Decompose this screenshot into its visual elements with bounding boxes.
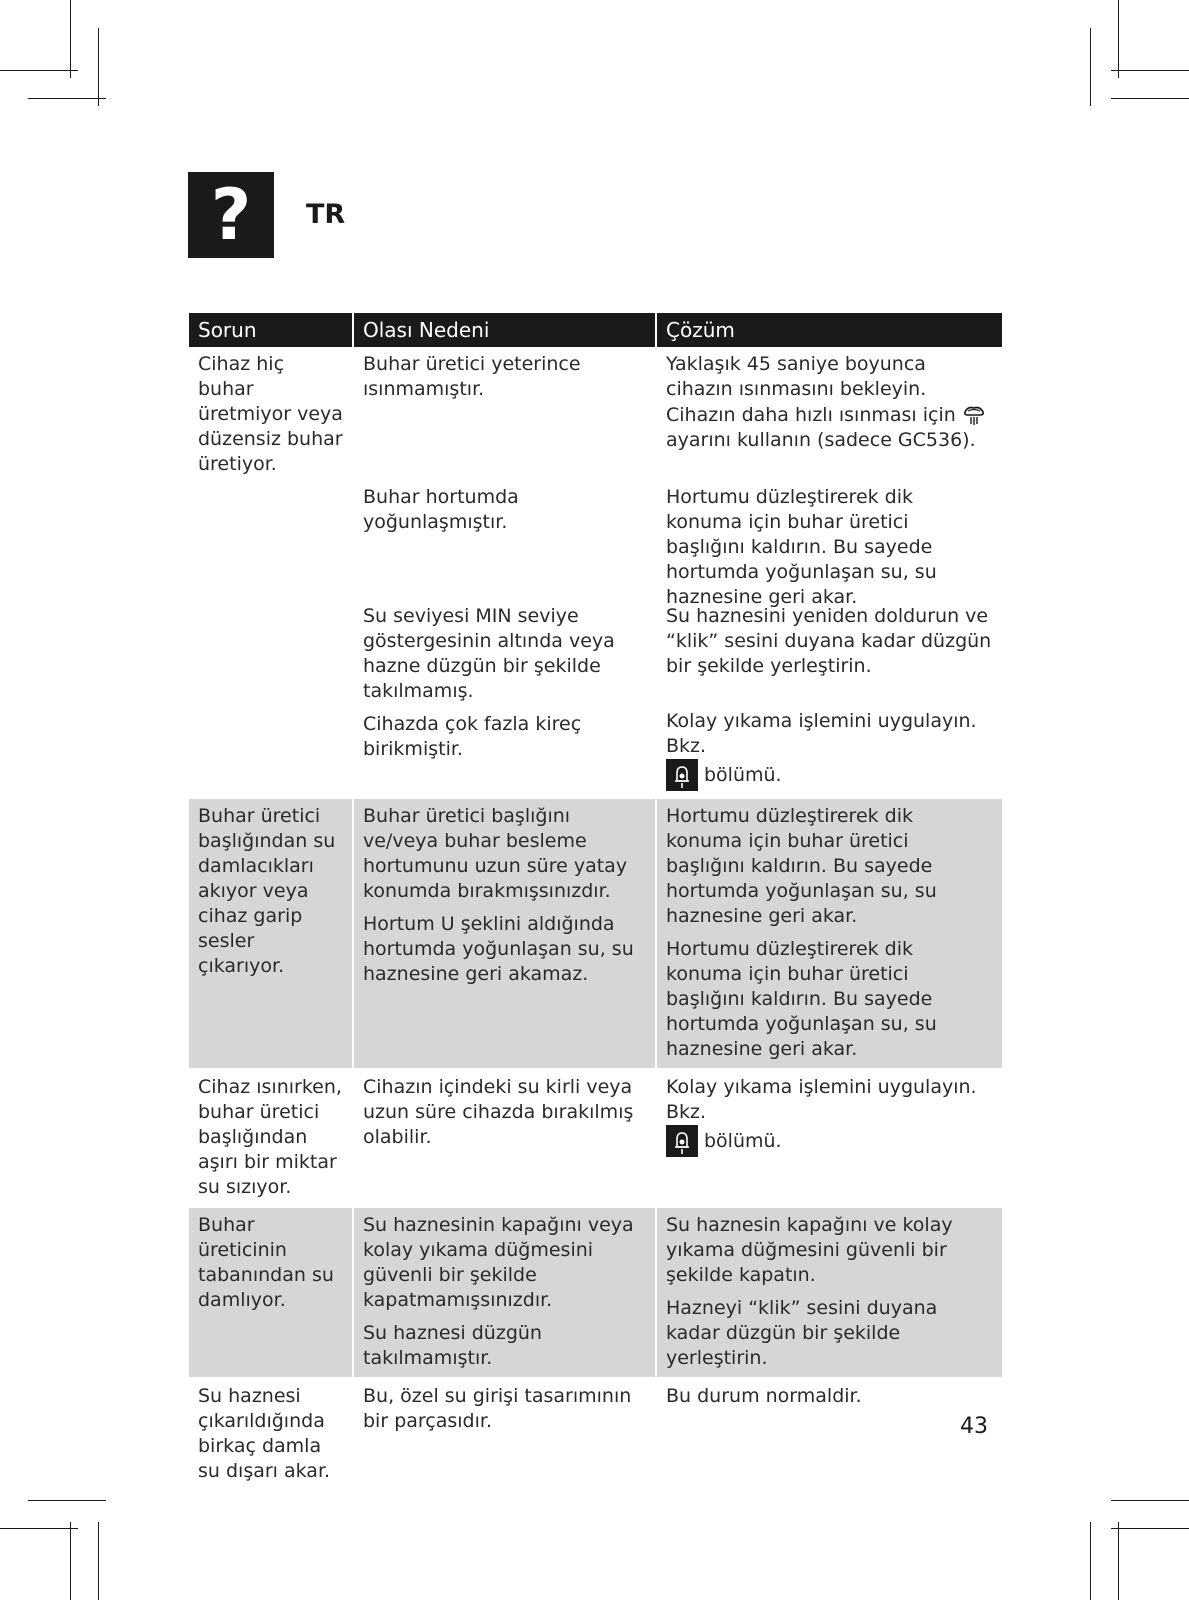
solution-text-part: Kolay yıkama işlemini uygulayın. Bkz.	[666, 1076, 977, 1123]
solution-text: Hortumu düzleştirerek dik konuma için buhar üretici başlığını kaldırın. Bu sayede hortumda yoğunlaşan su, su haznesine geri akar.	[666, 486, 937, 608]
cause-text: Cihazın içindeki su kirli veya uzun süre cihazda bırakılmış olabilir.	[363, 1076, 634, 1148]
crop-mark	[1118, 1522, 1119, 1600]
cause-text: Cihazda çok fazla kireç birikmiştir.	[363, 713, 582, 760]
crop-mark	[28, 1500, 106, 1501]
problem-text: Buhar üreticinin tabanından su damlıyor.	[198, 1214, 334, 1311]
table-header-row	[189, 313, 1002, 347]
crop-mark	[28, 98, 106, 99]
cause-text: Su seviyesi MIN seviye göstergesinin altında veya hazne düzgün bir şekilde takılmamış.	[363, 605, 615, 702]
steam-boost-icon	[962, 402, 986, 426]
solution-cell	[656, 1378, 1002, 1490]
solution-text: Su haznesini yeniden doldurun ve “klik” sesini duyana kadar düzgün bir şekilde yerleştirin.	[666, 605, 992, 677]
solution-text-part: ayarını kullanın (sadece GC536).	[666, 429, 976, 451]
cause-text: Bu, özel su girişi tasarımının bir parçasıdır.	[363, 1385, 632, 1432]
crop-mark	[1090, 1522, 1091, 1600]
cause-cell	[353, 347, 656, 798]
solution-text	[666, 1075, 993, 1157]
solution-text: Su haznesin kapağını ve kolay yıkama düğmesini güvenli bir şekilde kapatın.	[666, 1214, 953, 1286]
solution-text-part: Kolay yıkama işlemini uygulayın. Bkz.	[666, 710, 977, 757]
calc-clean-icon	[666, 1125, 698, 1157]
crop-mark	[1118, 0, 1119, 78]
table-row	[189, 347, 1002, 798]
solution-text-part: bölümü.	[704, 764, 782, 786]
problem-text: Su haznesi çıkarıldığında birkaç damla su dışarı akar.	[198, 1385, 331, 1482]
table-row	[189, 1378, 1002, 1490]
solution-text-part: bölümü.	[704, 1130, 782, 1152]
table-row	[189, 1207, 1002, 1378]
header-cause: Olası Nedeni	[353, 313, 656, 347]
cause-text: Su haznesi düzgün takılmamıştır.	[363, 1322, 542, 1369]
crop-mark	[1111, 98, 1189, 99]
crop-mark	[1090, 28, 1091, 106]
solution-cell	[656, 1207, 1002, 1378]
solution-cell	[656, 1069, 1002, 1207]
solution-text: Bu durum normaldir.	[666, 1385, 862, 1407]
solution-cell	[656, 798, 1002, 1069]
solution-text	[666, 709, 993, 791]
solution-text: Hortumu düzleştirerek dik konuma için buhar üretici başlığını kaldırın. Bu sayede hortumda yoğunlaşan su, su haznesine geri akar.	[666, 805, 937, 927]
solution-cell	[656, 347, 1002, 798]
problem-text: Cihaz ısınırken, buhar üretici başlığından aşırı bir miktar su sızıyor.	[198, 1076, 342, 1198]
page-number: 43	[960, 1414, 988, 1439]
problem-text: Cihaz hiç buhar üretmiyor veya düzensiz buhar üretiyor.	[198, 353, 343, 475]
crop-mark	[70, 0, 71, 78]
solution-text: Hazneyi “klik” sesini duyana kadar düzgün bir şekilde yerleştirin.	[666, 1297, 938, 1369]
solution-text	[666, 352, 993, 452]
troubleshooting-table	[189, 313, 1002, 1490]
cause-cell	[353, 1207, 656, 1378]
cause-cell	[353, 798, 656, 1069]
problem-cell	[189, 1378, 353, 1490]
crop-mark	[0, 70, 78, 71]
cause-text: Buhar üretici yeterince ısınmamıştır.	[363, 353, 581, 400]
calc-clean-icon	[666, 759, 698, 791]
cause-text: Su haznesinin kapağını veya kolay yıkama düğmesini güvenli bir şekilde kapatmamışsınızdır.	[363, 1214, 634, 1311]
cause-text: Hortum U şeklini aldığında hortumda yoğunlaşan su, su haznesine geri akamaz.	[363, 913, 634, 985]
problem-cell	[189, 1207, 353, 1378]
header-problem: Sorun	[189, 313, 353, 347]
language-code: TR	[306, 199, 346, 230]
problem-cell	[189, 1069, 353, 1207]
crop-mark	[98, 28, 99, 106]
crop-mark	[70, 1522, 71, 1600]
cause-text: Buhar üretici başlığını ve/veya buhar besleme hortumunu uzun süre yatay konumda bırakmışsınızdır.	[363, 805, 628, 902]
solution-text-part: Yaklaşık 45 saniye boyunca cihazın ısınmasını bekleyin. Cihazın daha hızlı ısınması için	[666, 353, 956, 426]
question-mark-icon: ?	[188, 172, 274, 258]
crop-mark	[1111, 1500, 1189, 1501]
crop-mark	[98, 1522, 99, 1600]
crop-mark	[1111, 1528, 1189, 1529]
problem-cell	[189, 347, 353, 798]
solution-text: Hortumu düzleştirerek dik konuma için buhar üretici başlığını kaldırın. Bu sayede hortumda yoğunlaşan su, su haznesine geri akar.	[666, 938, 937, 1060]
problem-text: Buhar üretici başlığından su damlacıkları akıyor veya cihaz garip sesler çıkarıyor.	[198, 805, 336, 977]
cause-cell	[353, 1378, 656, 1490]
crop-mark	[0, 1528, 78, 1529]
crop-mark	[1111, 70, 1189, 71]
table-row	[189, 1069, 1002, 1207]
cause-cell	[353, 1069, 656, 1207]
problem-cell	[189, 798, 353, 1069]
cause-text: Buhar hortumda yoğunlaşmıştır.	[363, 486, 519, 533]
table-row	[189, 798, 1002, 1069]
header-solution: Çözüm	[656, 313, 1002, 347]
